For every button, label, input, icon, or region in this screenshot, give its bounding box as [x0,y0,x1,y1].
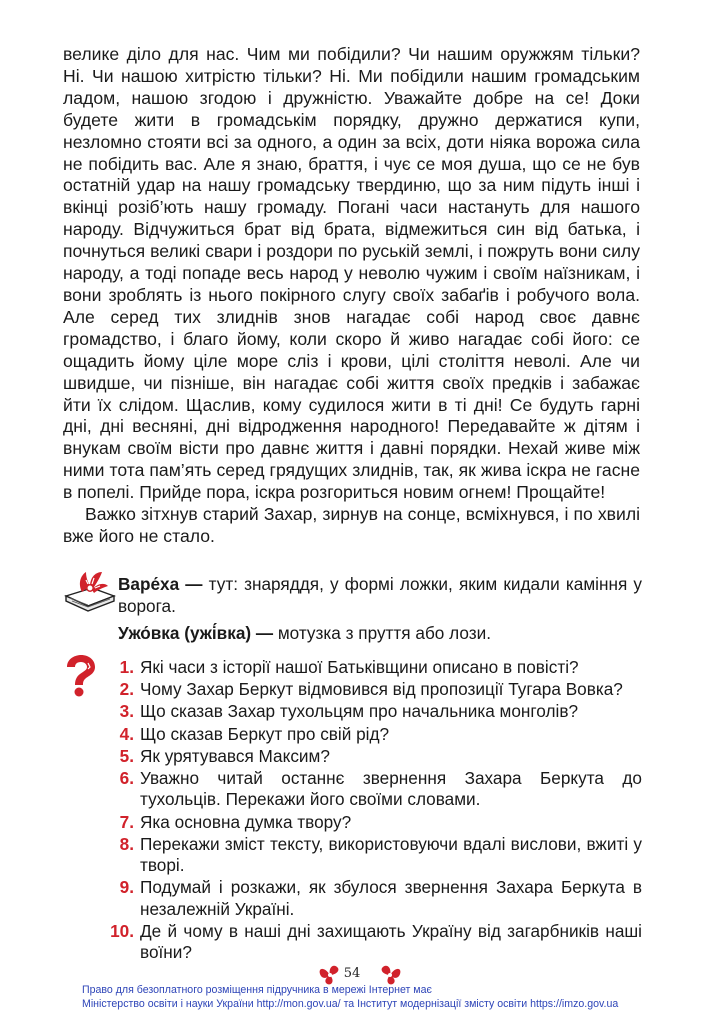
question-text: Уважно читай останнє звернення Захара Беркута до тухольців. Перекажи його своїми словами. [140,768,642,810]
vocabulary-section [118,574,642,649]
question-number: 3. [119,701,134,722]
question-item [104,746,642,767]
question-text: Що сказав Беркут про свій рід? [140,723,390,744]
question-text: Що сказав Захар тухольцям про начальника монголів? [140,701,579,722]
question-item [104,724,642,745]
question-text: Де й чому в наші дні захищають Україну від загарбників наші воїни? [140,921,642,963]
main-paragraph: велике діло для нас. Чим ми побідили? Чи нашим оружжям тільки? Ні. Чи нашою хитрістю тільки? Ні. Ми побідили нашим громадським ладом, нашою згодою і дружністю. Уважайте добре на се! Доки будете жити в громадськім порядку, дружно держатися купи, незломно стояти всі за одного, а один за всіх, доти ніяка ворожа сила не побідить вас. Але я знаю, браття, і чує се моя душа, що се не був остатній удар на нашу громадську твердиню, що за ним підуть інші і вкінці розіб’ють нашу громаду. Погані часи настануть для нашого народу. Відчужиться брат від брата, відмежиться син від батька, і почнуться великі свари і роздори по руській землі, і пожруть вони силу народу, а тоді попаде весь народ у неволю чужим і своїм наїзникам, і вони зроблять із нього покірного слугу своїх забаґів і робучого вола. Але серед тих злиднів знов нагадає собі народ своє давнє громадство, і благо йому, коли скоро й живо нагадає собі його: се ощадить йому ціле море сліз і крови, цілі століття неволі. Але чи швидше, чи пізніше, він нагадає собі життя своїх предків і забажає йти їх слідом. Щаслив, кому судилося жити в ті дні! Се будуть гарні дні, дні весняні, дні відродження народного! Передавайте ж дітям і внукам своїм вісти про давнє життя і давні порядки. Нехай живе між ними тота пам’ять серед грядущих злиднів, так, як жива іскра не гасне в попелі. Прийде пора, іскра розгориться новим огнем! Прощайте! [63,44,640,503]
question-number: 6. [119,768,134,789]
question-text: Яка основна думка твору? [140,811,352,832]
page-number: 54 [343,966,361,981]
question-number: 8. [119,833,134,854]
question-item [104,768,642,811]
question-number: 7. [119,811,134,832]
license-notice: Міністерство освіти і науки України http://mon.gov.ua/ та Інститут модернізації змісту освіти https://imzo.gov.ua [82,998,619,1010]
question-item [104,657,642,678]
question-number: 1. [119,657,134,677]
book-with-flower-icon [62,566,116,618]
question-number: 5. [119,745,134,766]
question-item [104,834,642,877]
main-text [63,44,640,548]
vocabulary-entry [118,623,642,645]
question-item [104,877,642,920]
question-text: Які часи з історії нашої Батьківщини описано в повісті? [140,657,579,677]
question-text: Як урятувався Максим? [140,745,330,766]
question-item [104,679,642,700]
question-text: Чому Захар Беркут відмовився від пропозиції Тугара Вовка? [140,679,623,700]
question-item [104,701,642,722]
vocabulary-term: Варе́ха — [118,574,203,594]
question-mark-icon [62,655,98,697]
question-number: 2. [119,679,134,700]
vocabulary-definition: тут: знаряддя, у формі ложки, яким кидали каміння у ворога. [118,574,642,616]
question-item [104,921,642,964]
questions-list [104,657,642,965]
question-number: 4. [119,723,134,744]
question-number: 9. [119,877,134,898]
question-text: Перекажи зміст тексту, використовуючи вдалі вислови, вжиті у творі. [140,833,642,876]
vocabulary-term: Ужо́вка (ужі́вка) — [118,622,274,643]
main-paragraph: Важко зітхнув старий Захар, зирнув на сонце, всміхнувся, і по хвилі вже його не стало. [63,504,640,546]
vocabulary-definition: мотузка з пруття або лози. [273,622,491,643]
license-notice: Право для безоплатного розміщення підручника в мережі Інтернет має [82,984,432,996]
question-text: Подумай і розкажи, як збулося звернення Захара Беркута в незалежній Україні. [140,877,642,919]
question-item [104,812,642,833]
vocabulary-entry [118,574,642,618]
question-number: 10. [110,921,134,942]
